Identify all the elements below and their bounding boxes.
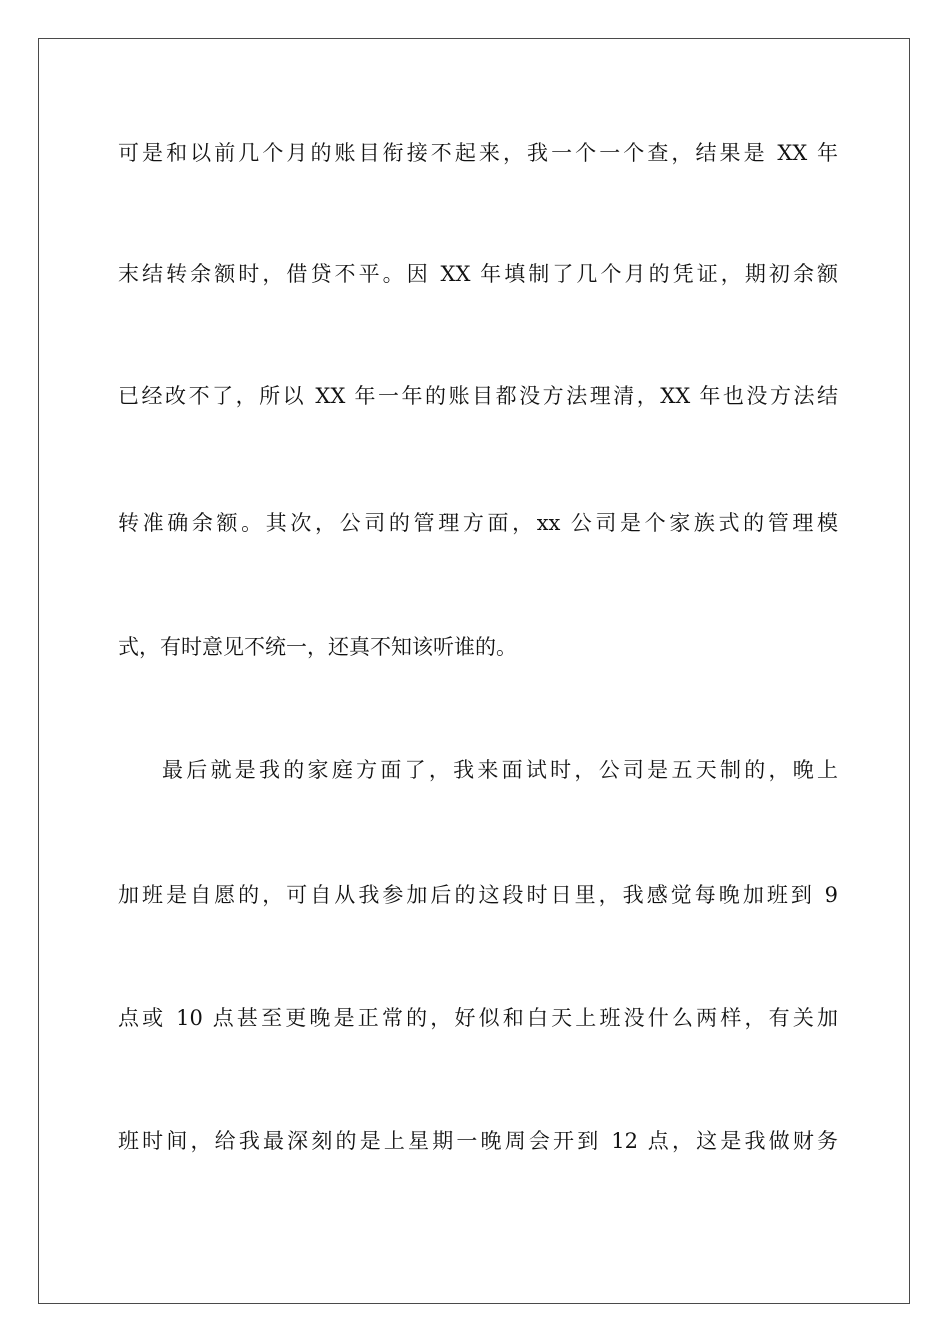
paragraph-first-line: 最后就是我的家庭方面了，我来面试时，公司是五天制的，晚上 (162, 758, 838, 782)
text-line: 末结转余额时，借贷不平。因 XX 年填制了几个月的凭证，期初余额 (118, 262, 838, 286)
text-line: 已经改不了，所以 XX 年一年的账目都没方法理清，XX 年也没方法结 (118, 384, 838, 408)
text-line: 可是和以前几个月的账目衔接不起来，我一个一个查，结果是 XX 年 (118, 141, 838, 165)
text-line: 式，有时意见不统一，还真不知该听谁的。 (118, 635, 517, 659)
text-line: 班时间，给我最深刻的是上星期一晚周会开到 12 点，这是我做财务 (118, 1129, 838, 1153)
text-line: 转准确余额。其次，公司的管理方面，xx 公司是个家族式的管理模 (118, 511, 838, 535)
text-line: 加班是自愿的，可自从我参加后的这段时日里，我感觉每晚加班到 9 (118, 883, 838, 907)
text-line: 点或 10 点甚至更晚是正常的，好似和白天上班没什么两样，有关加 (118, 1006, 838, 1030)
page-frame (38, 38, 910, 1304)
